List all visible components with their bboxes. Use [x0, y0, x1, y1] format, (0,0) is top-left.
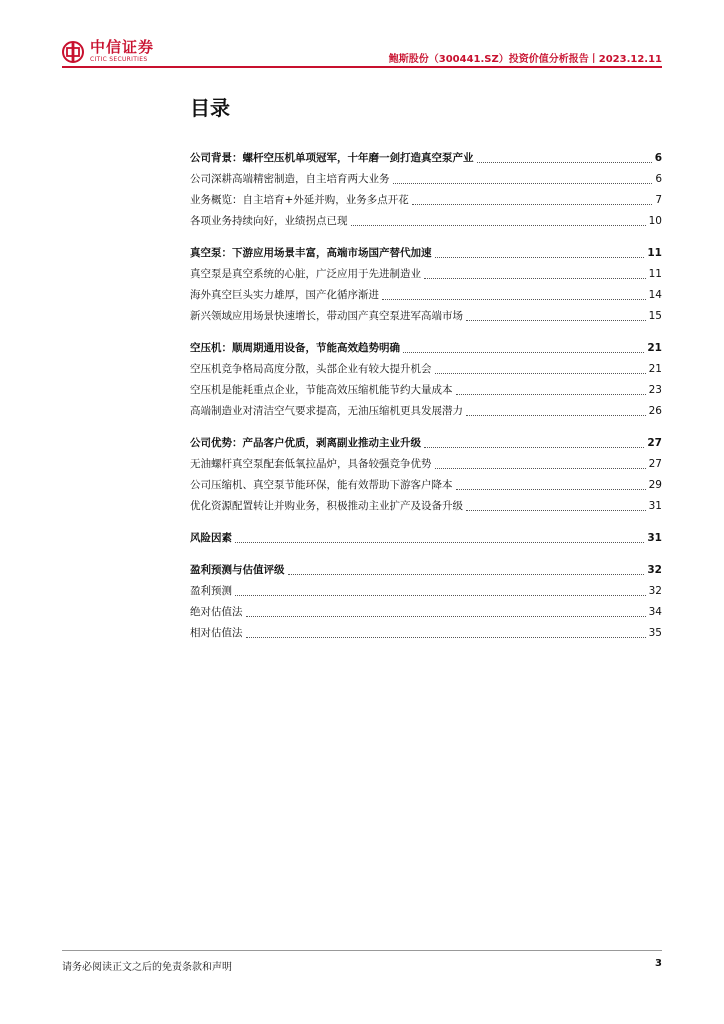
toc-entry-page: 11: [647, 247, 662, 259]
toc-dot-leader: [424, 446, 644, 448]
toc-title: 目录: [190, 96, 230, 120]
toc-dot-leader: [412, 203, 653, 205]
toc-subentry[interactable]: [190, 306, 662, 327]
toc-entry-page: 26: [648, 405, 662, 417]
toc-entry-page: 15: [648, 310, 662, 322]
footer-divider: [62, 950, 662, 951]
table-of-contents: [190, 148, 662, 655]
toc-dot-leader: [393, 182, 653, 184]
toc-subentry[interactable]: [190, 496, 662, 517]
toc-entry-text: 海外真空巨头实力雄厚，国产化循序渐进: [190, 289, 379, 301]
toc-entry-text: 公司压缩机、真空泵节能环保，能有效帮助下游客户降本: [190, 479, 453, 491]
toc-entry-text: 盈利预测: [190, 585, 232, 597]
toc-entry-page: 31: [647, 532, 662, 544]
toc-section: [190, 528, 662, 549]
toc-entry-text: 各项业务持续向好，业绩拐点已现: [190, 215, 348, 227]
toc-entry-text: 公司优势：产品客户优质，剥离副业推动主业升级: [190, 437, 421, 449]
toc-dot-leader: [403, 351, 644, 353]
toc-subentry[interactable]: [190, 401, 662, 422]
toc-dot-leader: [235, 594, 646, 596]
toc-heading-entry[interactable]: [190, 560, 662, 581]
toc-section: [190, 148, 662, 232]
toc-entry-page: 34: [648, 606, 662, 618]
toc-dot-leader: [288, 573, 645, 575]
toc-section: [190, 243, 662, 327]
toc-subentry[interactable]: [190, 602, 662, 623]
toc-entry-page: 7: [655, 194, 662, 206]
logo-en-text: CITIC SECURITIES: [90, 56, 148, 63]
toc-dot-leader: [246, 636, 646, 638]
toc-dot-leader: [477, 161, 652, 163]
page-number: 3: [655, 958, 662, 969]
toc-dot-leader: [466, 509, 646, 511]
toc-dot-leader: [466, 319, 646, 321]
toc-entry-page: 10: [648, 215, 662, 227]
toc-subentry[interactable]: [190, 190, 662, 211]
toc-heading-entry[interactable]: [190, 148, 662, 169]
toc-entry-text: 风险因素: [190, 532, 232, 544]
toc-entry-text: 盈利预测与估值评级: [190, 564, 285, 576]
toc-dot-leader: [456, 393, 646, 395]
toc-subentry[interactable]: [190, 285, 662, 306]
logo-cn-text: 中信证券: [90, 38, 155, 56]
toc-heading-entry[interactable]: [190, 433, 662, 454]
toc-dot-leader: [351, 224, 646, 226]
toc-dot-leader: [235, 541, 644, 543]
toc-entry-text: 高端制造业对清洁空气要求提高，无油压缩机更具发展潜力: [190, 405, 463, 417]
citic-securities-logo: [62, 40, 154, 63]
toc-entry-text: 真空泵是真空系统的心脏，广泛应用于先进制造业: [190, 268, 421, 280]
toc-entry-page: 6: [655, 173, 662, 185]
page-header: [0, 0, 724, 70]
toc-entry-page: 6: [654, 152, 662, 164]
report-title: 鲍斯股份（300441.SZ）投资价值分析报告丨2023.12.11: [388, 54, 662, 65]
toc-entry-page: 21: [648, 363, 662, 375]
toc-subentry[interactable]: [190, 380, 662, 401]
toc-section: [190, 338, 662, 422]
toc-entry-page: 32: [647, 564, 662, 576]
toc-section: [190, 560, 662, 644]
footer-disclaimer: 请务必阅读正文之后的免责条款和声明: [62, 962, 232, 973]
toc-subentry[interactable]: [190, 169, 662, 190]
toc-subentry[interactable]: [190, 454, 662, 475]
toc-entry-page: 35: [648, 627, 662, 639]
toc-entry-text: 无油螺杆真空泵配套低氧拉晶炉，具备较强竞争优势: [190, 458, 432, 470]
toc-entry-page: 29: [648, 479, 662, 491]
toc-subentry[interactable]: [190, 623, 662, 644]
toc-heading-entry[interactable]: [190, 528, 662, 549]
toc-entry-page: 23: [648, 384, 662, 396]
toc-subentry[interactable]: [190, 581, 662, 602]
toc-entry-page: 27: [648, 458, 662, 470]
toc-entry-text: 优化资源配置转让并购业务，积极推动主业扩产及设备升级: [190, 500, 463, 512]
toc-entry-page: 14: [648, 289, 662, 301]
toc-entry-text: 相对估值法: [190, 627, 243, 639]
header-divider: [62, 66, 662, 68]
toc-dot-leader: [456, 488, 646, 490]
toc-dot-leader: [435, 467, 646, 469]
toc-entry-text: 新兴领域应用场景快速增长，带动国产真空泵进军高端市场: [190, 310, 463, 322]
toc-entry-text: 公司背景：螺杆空压机单项冠军，十年磨一剑打造真空泵产业: [190, 152, 474, 164]
toc-entry-text: 绝对估值法: [190, 606, 243, 618]
toc-entry-text: 空压机是能耗重点企业，节能高效压缩机能节约大量成本: [190, 384, 453, 396]
toc-dot-leader: [246, 615, 646, 617]
toc-section: [190, 433, 662, 517]
citic-logo-icon: [62, 41, 84, 63]
toc-entry-page: 11: [648, 268, 662, 280]
toc-entry-page: 21: [647, 342, 662, 354]
toc-dot-leader: [435, 372, 646, 374]
toc-dot-leader: [382, 298, 646, 300]
toc-heading-entry[interactable]: [190, 243, 662, 264]
toc-entry-page: 27: [647, 437, 662, 449]
toc-subentry[interactable]: [190, 475, 662, 496]
toc-entry-text: 空压机：顺周期通用设备，节能高效趋势明确: [190, 342, 400, 354]
toc-heading-entry[interactable]: [190, 338, 662, 359]
toc-dot-leader: [424, 277, 646, 279]
toc-entry-text: 公司深耕高端精密制造，自主培育两大业务: [190, 173, 390, 185]
toc-entry-page: 31: [648, 500, 662, 512]
toc-entry-text: 空压机竞争格局高度分散，头部企业有较大提升机会: [190, 363, 432, 375]
toc-dot-leader: [435, 256, 645, 258]
toc-subentry[interactable]: [190, 359, 662, 380]
toc-entry-text: 业务概览：自主培育+外延并购，业务多点开花: [190, 194, 409, 206]
toc-subentry[interactable]: [190, 264, 662, 285]
toc-entry-page: 32: [648, 585, 662, 597]
toc-entry-text: 真空泵：下游应用场景丰富，高端市场国产替代加速: [190, 247, 432, 259]
toc-subentry[interactable]: [190, 211, 662, 232]
toc-dot-leader: [466, 414, 646, 416]
